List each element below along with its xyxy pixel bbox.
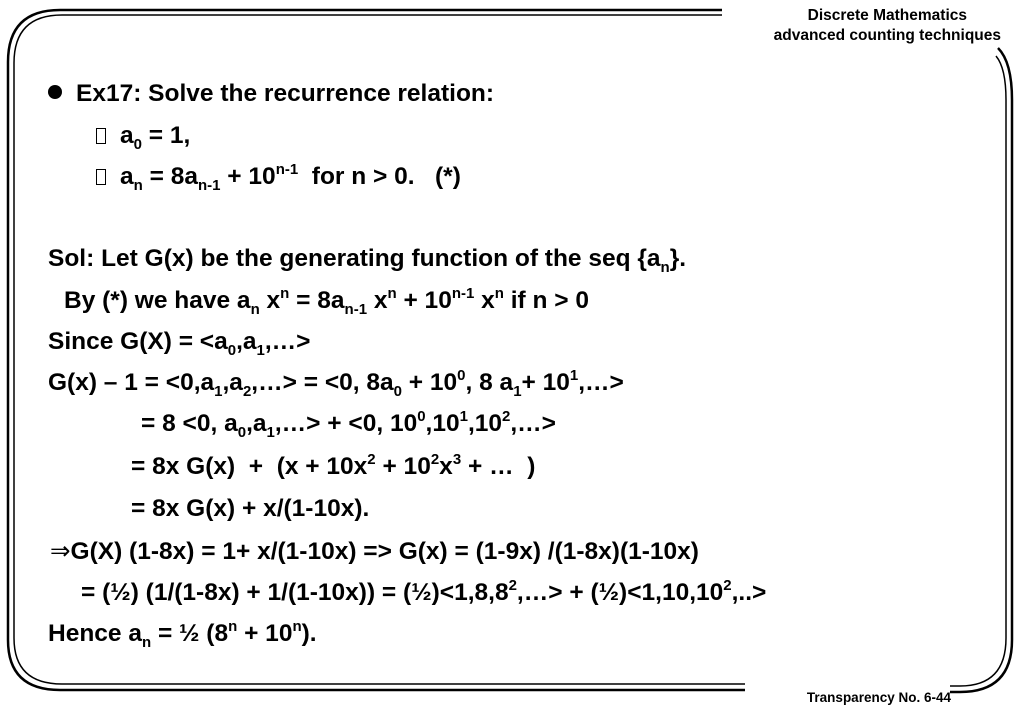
implies-arrow-icon: ⇒ — [50, 536, 71, 565]
partial-fractions-line: = (½) $(1/(1-8x) + 1/(1-10x)) = (\frac{1}{2})<1,8,8^2,\dots>$ + $(\frac{1}{2})<1,10,10^2,..>$ — [81, 577, 767, 606]
slide-footer: Transparency No. 6-44 — [806, 690, 951, 705]
step-closed-form: = 8x G(x) + x/(1-10x). — [131, 495, 370, 522]
course-subtitle: advanced counting techniques — [773, 27, 1001, 44]
example-title: Ex17: Solve the recurrence relation: — [48, 79, 494, 109]
square-bullet-icon — [96, 169, 106, 185]
recurrence-relation: $a_n = 8a_{n-1} + 10^{n-1}$ for n > 0. (*) — [96, 162, 461, 192]
slide-header — [774, 6, 1001, 46]
implies-line: ⇒G(X) (1-8x) = 1+ x/(1-10x) => G(x) = (1-9x) /(1-8x)(1-10x) — [50, 536, 699, 565]
by-recurrence-line: By (*) we have $a_n$ $x^n = 8a_{n-1}$ $x^n + 10^{n-1}$ $x^n$ if n > 0 — [64, 285, 590, 318]
course-title: Discrete Mathematics — [807, 7, 967, 24]
step-eight-x-series: = 8x $G(x) + (x + 10x^2 + 10^2x^3$ + … ) — [131, 451, 536, 480]
bullet-dot-icon — [48, 85, 62, 99]
since-line: Since $G(X) = <a_0,a_1,\dots>$ — [48, 328, 311, 359]
final-answer: Hence $a_n$ = ½ $(8^n + 10^n)$. — [48, 618, 317, 651]
initial-condition: $a_0 = 1$, — [96, 121, 190, 151]
solution-intro: Sol: Let G(x) be the generating function of the seq $\{a_n\}$. — [48, 245, 687, 276]
gx-minus-one-line: $G(x) - 1 = <0,a_1,a_2,\dots> = <0$, $8a_0 + 10^0$, 8 $a_1+$ $10^1,\dots>$ — [48, 367, 624, 400]
square-bullet-icon — [96, 128, 106, 144]
step-eight-sequence: = 8 <0, $a_0,a_1,\dots> + <0$, $10^0,10^1,10^2,\dots>$ — [141, 408, 556, 441]
